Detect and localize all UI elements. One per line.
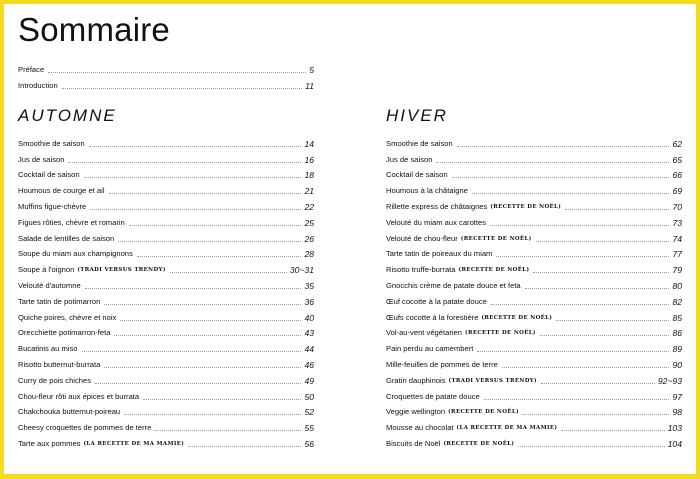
dotted-leader	[82, 351, 302, 352]
dotted-leader	[89, 146, 302, 147]
entry-title: Muffins figue-chèvre	[18, 201, 87, 211]
toc-entry[interactable]	[386, 133, 682, 149]
entry-page-number: 104	[667, 438, 682, 449]
entry-page-number: 92~93	[657, 375, 682, 386]
toc-entry[interactable]	[386, 338, 682, 354]
entry-page-number: 28	[304, 249, 314, 260]
dotted-leader	[124, 414, 301, 415]
dotted-leader	[104, 367, 301, 368]
entry-page-number: 70	[672, 201, 682, 212]
dotted-leader	[533, 272, 669, 273]
entry-title: Œufs cocotte à la forestière	[386, 312, 479, 322]
toc-entry[interactable]	[18, 244, 314, 260]
entry-title: Velouté d'automne	[18, 280, 81, 290]
dotted-leader	[90, 209, 301, 210]
entry-title: Velouté du miam aux carottes	[386, 217, 487, 227]
section-heading: HIVER	[386, 106, 448, 125]
dotted-leader	[540, 335, 670, 336]
entry-page-number: 22	[304, 201, 314, 212]
dotted-leader	[95, 383, 301, 384]
entry-title: Préface	[18, 64, 45, 74]
toc-entry[interactable]	[18, 180, 314, 196]
dotted-leader	[114, 335, 301, 336]
dotted-leader	[561, 430, 664, 431]
toc-entry[interactable]	[18, 165, 314, 181]
entry-title: Croquettes de patate douce	[386, 391, 480, 401]
entry-title: Soupe à l'oignon	[18, 265, 75, 275]
entry-page-number: 36	[304, 296, 314, 307]
entry-title: Biscuits de Noël	[386, 438, 441, 448]
dotted-leader	[68, 162, 301, 163]
toc-entry[interactable]	[18, 386, 314, 402]
toc-entry[interactable]	[18, 433, 314, 449]
entry-title: Rillette express de châtaignes	[386, 201, 488, 211]
entry-page-number: 49	[304, 375, 314, 386]
toc-entry[interactable]	[386, 149, 682, 165]
dotted-leader	[137, 256, 302, 257]
toc-entry[interactable]	[386, 323, 682, 339]
dotted-leader	[490, 225, 669, 226]
dotted-leader	[523, 414, 669, 415]
dotted-leader	[155, 430, 301, 431]
dotted-leader	[188, 446, 301, 447]
dotted-leader	[109, 193, 302, 194]
entry-page-number: 18	[304, 170, 314, 181]
entry-page-number: 65	[672, 154, 682, 165]
toc-entry[interactable]	[386, 196, 682, 212]
entry-title: Quiche poires, chèvre et noix	[18, 312, 117, 322]
dotted-leader	[170, 272, 287, 273]
entry-title: Chakchouka butternut-poireau	[18, 407, 121, 417]
toc-entry[interactable]	[18, 291, 314, 307]
entry-title: Œuf cocotte à la patate douce	[386, 296, 487, 306]
entry-page-number: 55	[304, 423, 314, 434]
entry-tag: (LA RECETTE DE MA MAMIE)	[456, 425, 558, 432]
entry-page-number: 52	[304, 407, 314, 418]
toc-entry[interactable]	[386, 275, 682, 291]
entry-page-number: 89	[672, 344, 682, 355]
toc-entry[interactable]	[18, 323, 314, 339]
entry-title: Orecchiette potimarron-feta	[18, 328, 111, 338]
dotted-leader	[62, 88, 302, 89]
entry-tag: (RECETTE DE NOËL)	[460, 235, 532, 242]
entry-title: Salade de lentilles de saison	[18, 233, 115, 243]
dotted-leader	[496, 256, 669, 257]
entry-title: Jus de saison	[18, 154, 65, 164]
entry-page-number: 80	[672, 280, 682, 291]
dotted-leader	[484, 399, 670, 400]
entry-page-number: 74	[672, 233, 682, 244]
entry-title: Figues rôties, chèvre et romarin	[18, 217, 125, 227]
entry-page-number: 26	[304, 233, 314, 244]
dotted-leader	[491, 304, 670, 305]
toc-entry[interactable]	[386, 370, 682, 386]
dotted-leader	[525, 288, 670, 289]
toc-entry[interactable]	[18, 370, 314, 386]
toc-entry[interactable]	[386, 386, 682, 402]
dotted-leader	[541, 383, 655, 384]
entry-title: Soupe du miam aux champignons	[18, 249, 133, 259]
entry-title: Pain perdu au camembert	[386, 344, 474, 354]
dotted-leader	[120, 320, 301, 321]
entry-page-number: 5	[309, 64, 314, 75]
toc-entry[interactable]	[386, 354, 682, 370]
toc-entry[interactable]	[386, 307, 682, 323]
entry-title: Mille-feuilles de pommes de terre	[386, 359, 498, 369]
toc-entry[interactable]	[18, 307, 314, 323]
entry-tag: (TRADI VERSUS TRENDY)	[77, 267, 166, 274]
toc-entry-introduction[interactable]	[18, 75, 314, 91]
entry-page-number: 86	[672, 328, 682, 339]
dotted-leader	[48, 72, 306, 73]
entry-page-number: 43	[304, 328, 314, 339]
entry-title: Cheesy croquettes de pommes de terre	[18, 423, 152, 433]
entry-page-number: 25	[304, 217, 314, 228]
page-title: Sommaire	[18, 11, 170, 48]
entry-title: Tarte aux pommes	[18, 438, 81, 448]
dotted-leader	[457, 146, 670, 147]
entry-title: Gnocchis crème de patate douce et feta	[386, 280, 521, 290]
entry-title: Jus de saison	[386, 154, 433, 164]
section-heading: AUTOMNE	[18, 106, 117, 125]
toc-entry[interactable]	[18, 133, 314, 149]
toc-entry[interactable]	[386, 165, 682, 181]
dotted-leader	[85, 288, 302, 289]
entry-title: Tarte tatin de poireaux du miam	[386, 249, 493, 259]
entry-title: Houmous de courge et ail	[18, 186, 105, 196]
entry-list	[18, 133, 314, 449]
entry-title: Risotto truffe-burrata	[386, 265, 456, 275]
section-automne	[18, 103, 314, 449]
entry-title: Smoothie de saison	[18, 138, 85, 148]
toc-entry[interactable]	[386, 417, 682, 433]
entry-page-number: 82	[672, 296, 682, 307]
entry-page-number: 69	[672, 186, 682, 197]
toc-entry[interactable]	[386, 180, 682, 196]
toc-entry[interactable]	[386, 212, 682, 228]
dotted-leader	[84, 177, 302, 178]
entry-tag: (RECETTE DE NOËL)	[458, 267, 530, 274]
entry-page-number: 50	[304, 391, 314, 402]
dotted-leader	[436, 162, 669, 163]
entry-tag: (RECETTE DE NOËL)	[465, 330, 536, 337]
entry-title: Chou-fleur rôti aux épices et burrata	[18, 391, 140, 401]
toc-entry[interactable]	[18, 212, 314, 228]
entry-title: Cocktail de saison	[18, 170, 80, 180]
entry-page-number: 11	[305, 80, 314, 91]
toc-entry[interactable]	[18, 259, 314, 275]
entry-page-number: 35	[304, 280, 314, 291]
dotted-leader	[129, 225, 302, 226]
toc-entry-preface[interactable]	[18, 59, 314, 75]
dotted-leader	[472, 193, 670, 194]
entry-page-number: 21	[304, 186, 314, 197]
entry-title: Gratin dauphinois	[386, 375, 446, 385]
entry-page-number: 30~31	[289, 265, 314, 276]
entry-page-number: 77	[672, 249, 682, 260]
toc-entry[interactable]	[18, 149, 314, 165]
toc-entry[interactable]	[386, 259, 682, 275]
entry-title: Cocktail de saison	[386, 170, 448, 180]
dotted-leader	[104, 304, 301, 305]
dotted-leader	[477, 351, 669, 352]
toc-entry[interactable]	[18, 196, 314, 212]
entry-page-number: 90	[672, 359, 682, 370]
toc-entry[interactable]	[386, 244, 682, 260]
entry-tag: (LA RECETTE DE MA MAMIE)	[83, 440, 185, 447]
entry-page-number: 44	[304, 344, 314, 355]
toc-entry[interactable]	[386, 402, 682, 418]
entry-page-number: 85	[672, 312, 682, 323]
toc-entry[interactable]	[386, 291, 682, 307]
toc-entry[interactable]	[18, 354, 314, 370]
dotted-leader	[536, 241, 670, 242]
dotted-leader	[518, 446, 664, 447]
entry-page-number: 40	[304, 312, 314, 323]
toc-entry[interactable]	[18, 402, 314, 418]
toc-entry[interactable]	[386, 228, 682, 244]
entry-title: Smoothie de saison	[386, 138, 453, 148]
entry-list	[386, 133, 682, 449]
entry-title: Risotto butternut-burrata	[18, 359, 101, 369]
dotted-leader	[452, 177, 670, 178]
entry-title: Introduction	[18, 80, 58, 90]
dotted-leader	[118, 241, 301, 242]
section-hiver	[386, 103, 682, 449]
entry-title: Tarte tatin de potimarron	[18, 296, 101, 306]
entry-page-number: 79	[672, 265, 682, 276]
toc-entry[interactable]	[18, 417, 314, 433]
entry-page-number: 16	[304, 154, 314, 165]
entry-page-number: 46	[304, 359, 314, 370]
dotted-leader	[565, 209, 669, 210]
toc-entry[interactable]	[18, 228, 314, 244]
entry-tag: (RECETTE DE NOËL)	[481, 314, 553, 321]
entry-title: Vol-au-vent végétarien	[386, 328, 462, 338]
toc-entry[interactable]	[386, 433, 682, 449]
intro-list	[18, 59, 314, 91]
entry-tag: (RECETTE DE NOËL)	[490, 203, 562, 210]
entry-title: Mousse au chocolat	[386, 423, 454, 433]
entry-title: Curry de pois chiches	[18, 375, 92, 385]
toc-entry[interactable]	[18, 338, 314, 354]
entry-title: Houmous à la châtaigne	[386, 186, 468, 196]
entry-tag: (RECETTE DE NOËL)	[443, 440, 515, 447]
entry-title: Veggie wellington	[386, 407, 446, 417]
entry-title: Bucatinis au miso	[18, 344, 78, 354]
entry-page-number: 73	[672, 217, 682, 228]
entry-title: Velouté de chou-fleur	[386, 233, 458, 243]
dotted-leader	[502, 367, 670, 368]
dotted-leader	[556, 320, 669, 321]
entry-tag: (RECETTE DE NOËL)	[448, 409, 519, 416]
entry-page-number: 14	[304, 138, 314, 149]
entry-page-number: 98	[672, 407, 682, 418]
entry-tag: (TRADI VERSUS TRENDY)	[448, 377, 537, 384]
entry-page-number: 97	[672, 391, 682, 402]
entry-page-number: 103	[667, 423, 682, 434]
dotted-leader	[143, 399, 301, 400]
toc-entry[interactable]	[18, 275, 314, 291]
entry-page-number: 56	[304, 438, 314, 449]
entry-page-number: 66	[672, 170, 682, 181]
entry-page-number: 62	[672, 138, 682, 149]
